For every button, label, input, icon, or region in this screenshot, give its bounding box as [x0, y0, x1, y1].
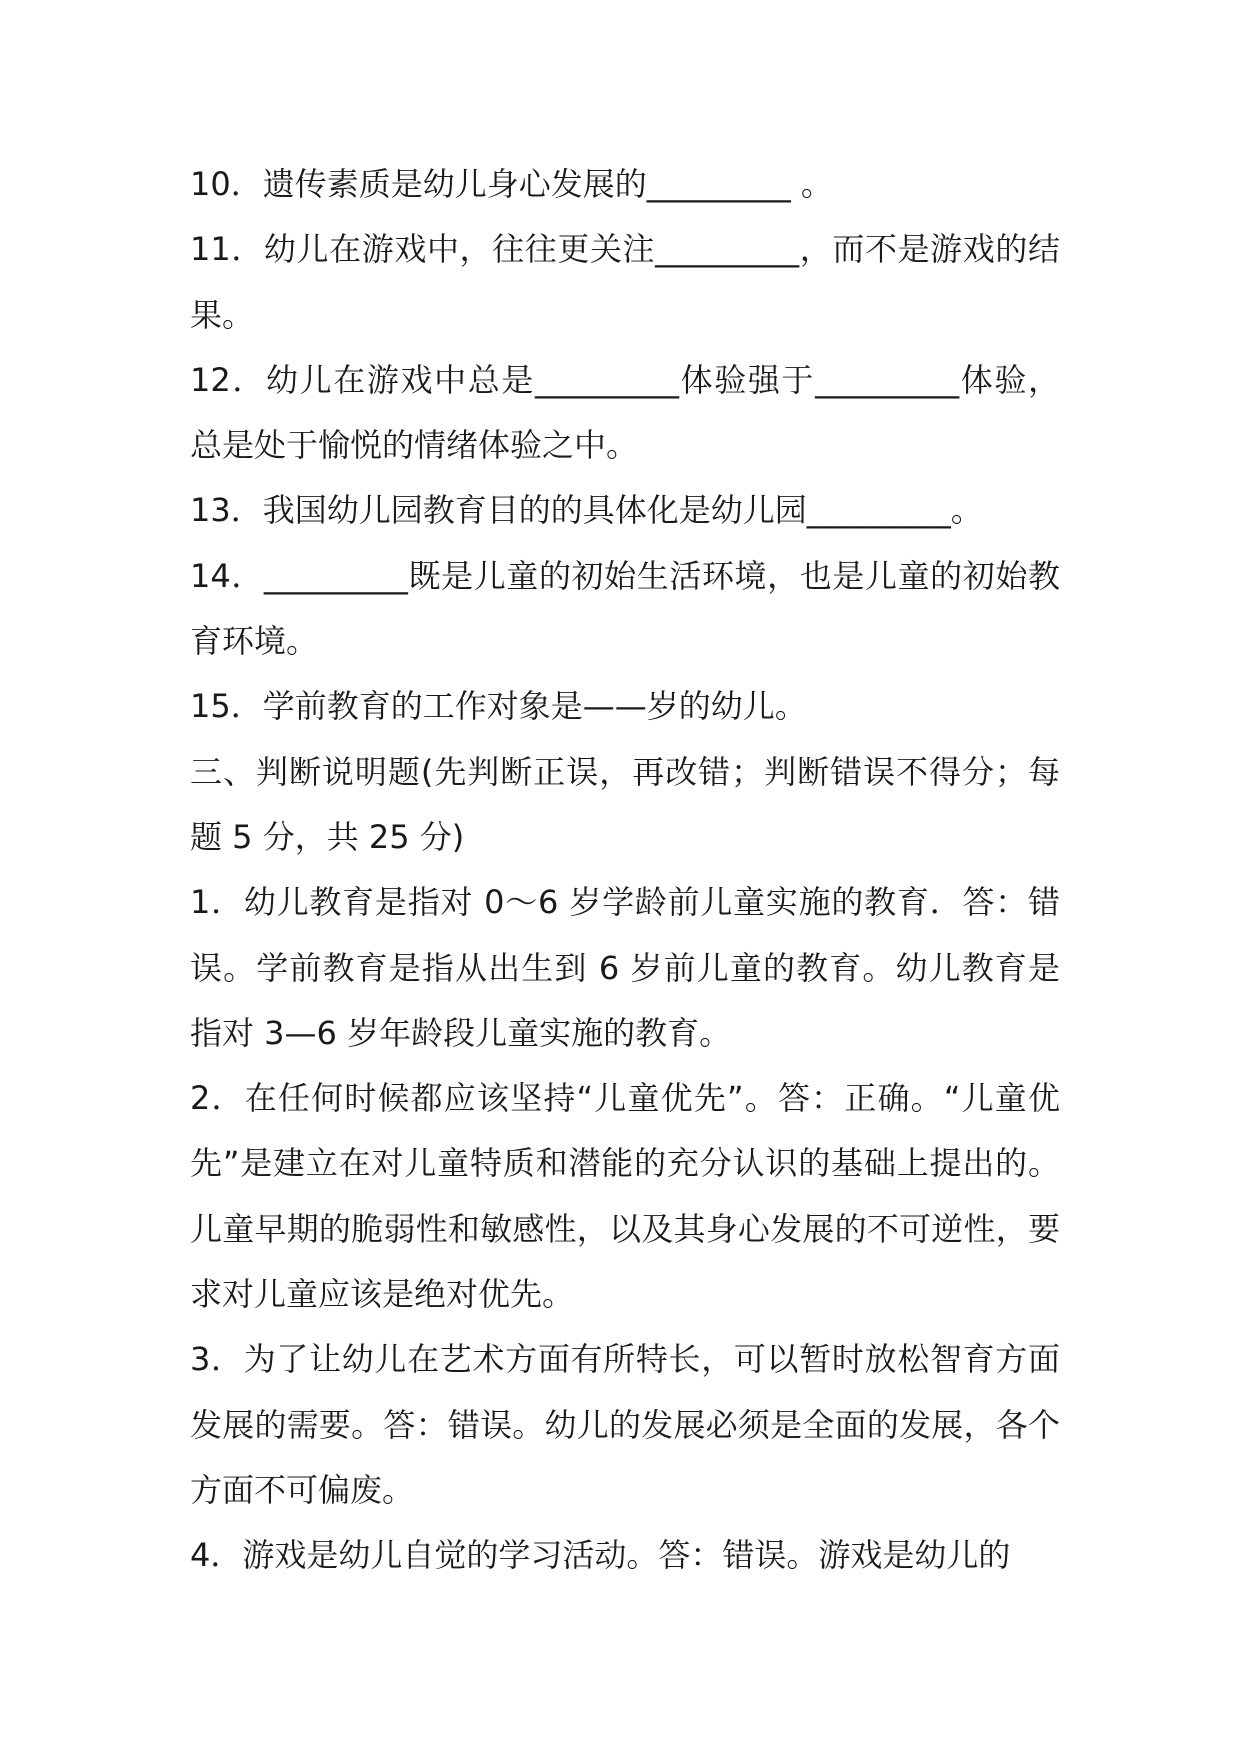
judgment-item-3: 3．为了让幼儿在艺术方面有所特长，可以暂时放松智育方面发展的需要。答：错误。幼儿的发展必须是全面的发展，各个方面不可偏废。: [190, 1340, 1060, 1509]
judgment-item-4: 4．游戏是幼儿自觉的学习活动。答：错误。游戏是幼儿的: [190, 1536, 1011, 1575]
judgment-item-2: 2．在任何时候都应该坚持“儿童优先”。答：正确。“儿童优先”是建立在对儿童特质和潜能的充分认识的基础上提出的。儿童早期的脆弱性和敏感性，以及其身心发展的不可逆性，要求对儿童应该是绝对优先。: [190, 1079, 1060, 1314]
question-10: 10．遗传素质是幼儿身心发展的_________ 。: [190, 165, 833, 203]
question-11: 11．幼儿在游戏中，往往更关注_________，而不是游戏的结果。: [190, 230, 1060, 334]
section-heading-judgment: 三、判断说明题(先判断正误，再改错；判断错误不得分；每题 5 分，共 25 分): [190, 752, 1060, 856]
question-13: 13．我国幼儿园教育目的的具体化是幼儿园_________。: [190, 491, 983, 530]
document-body: [190, 152, 1060, 1589]
question-14: 14．_________既是儿童的初始生活环境，也是儿童的初始教育环境。: [190, 556, 1060, 661]
question-15: 15．学前教育的工作对象是——岁的幼儿。: [190, 687, 807, 726]
judgment-item-1: 1．幼儿教育是指对 0～6 岁学龄前儿童实施的教育．答：错误。学前教育是指从出生到 6 岁前儿童的教育。幼儿教育是指对 3—6 岁年龄段儿童实施的教育。: [190, 883, 1060, 1052]
question-12: 12．幼儿在游戏中总是_________体验强于_________体验，总是处于愉悦的情绪体验之中。: [190, 360, 1060, 465]
